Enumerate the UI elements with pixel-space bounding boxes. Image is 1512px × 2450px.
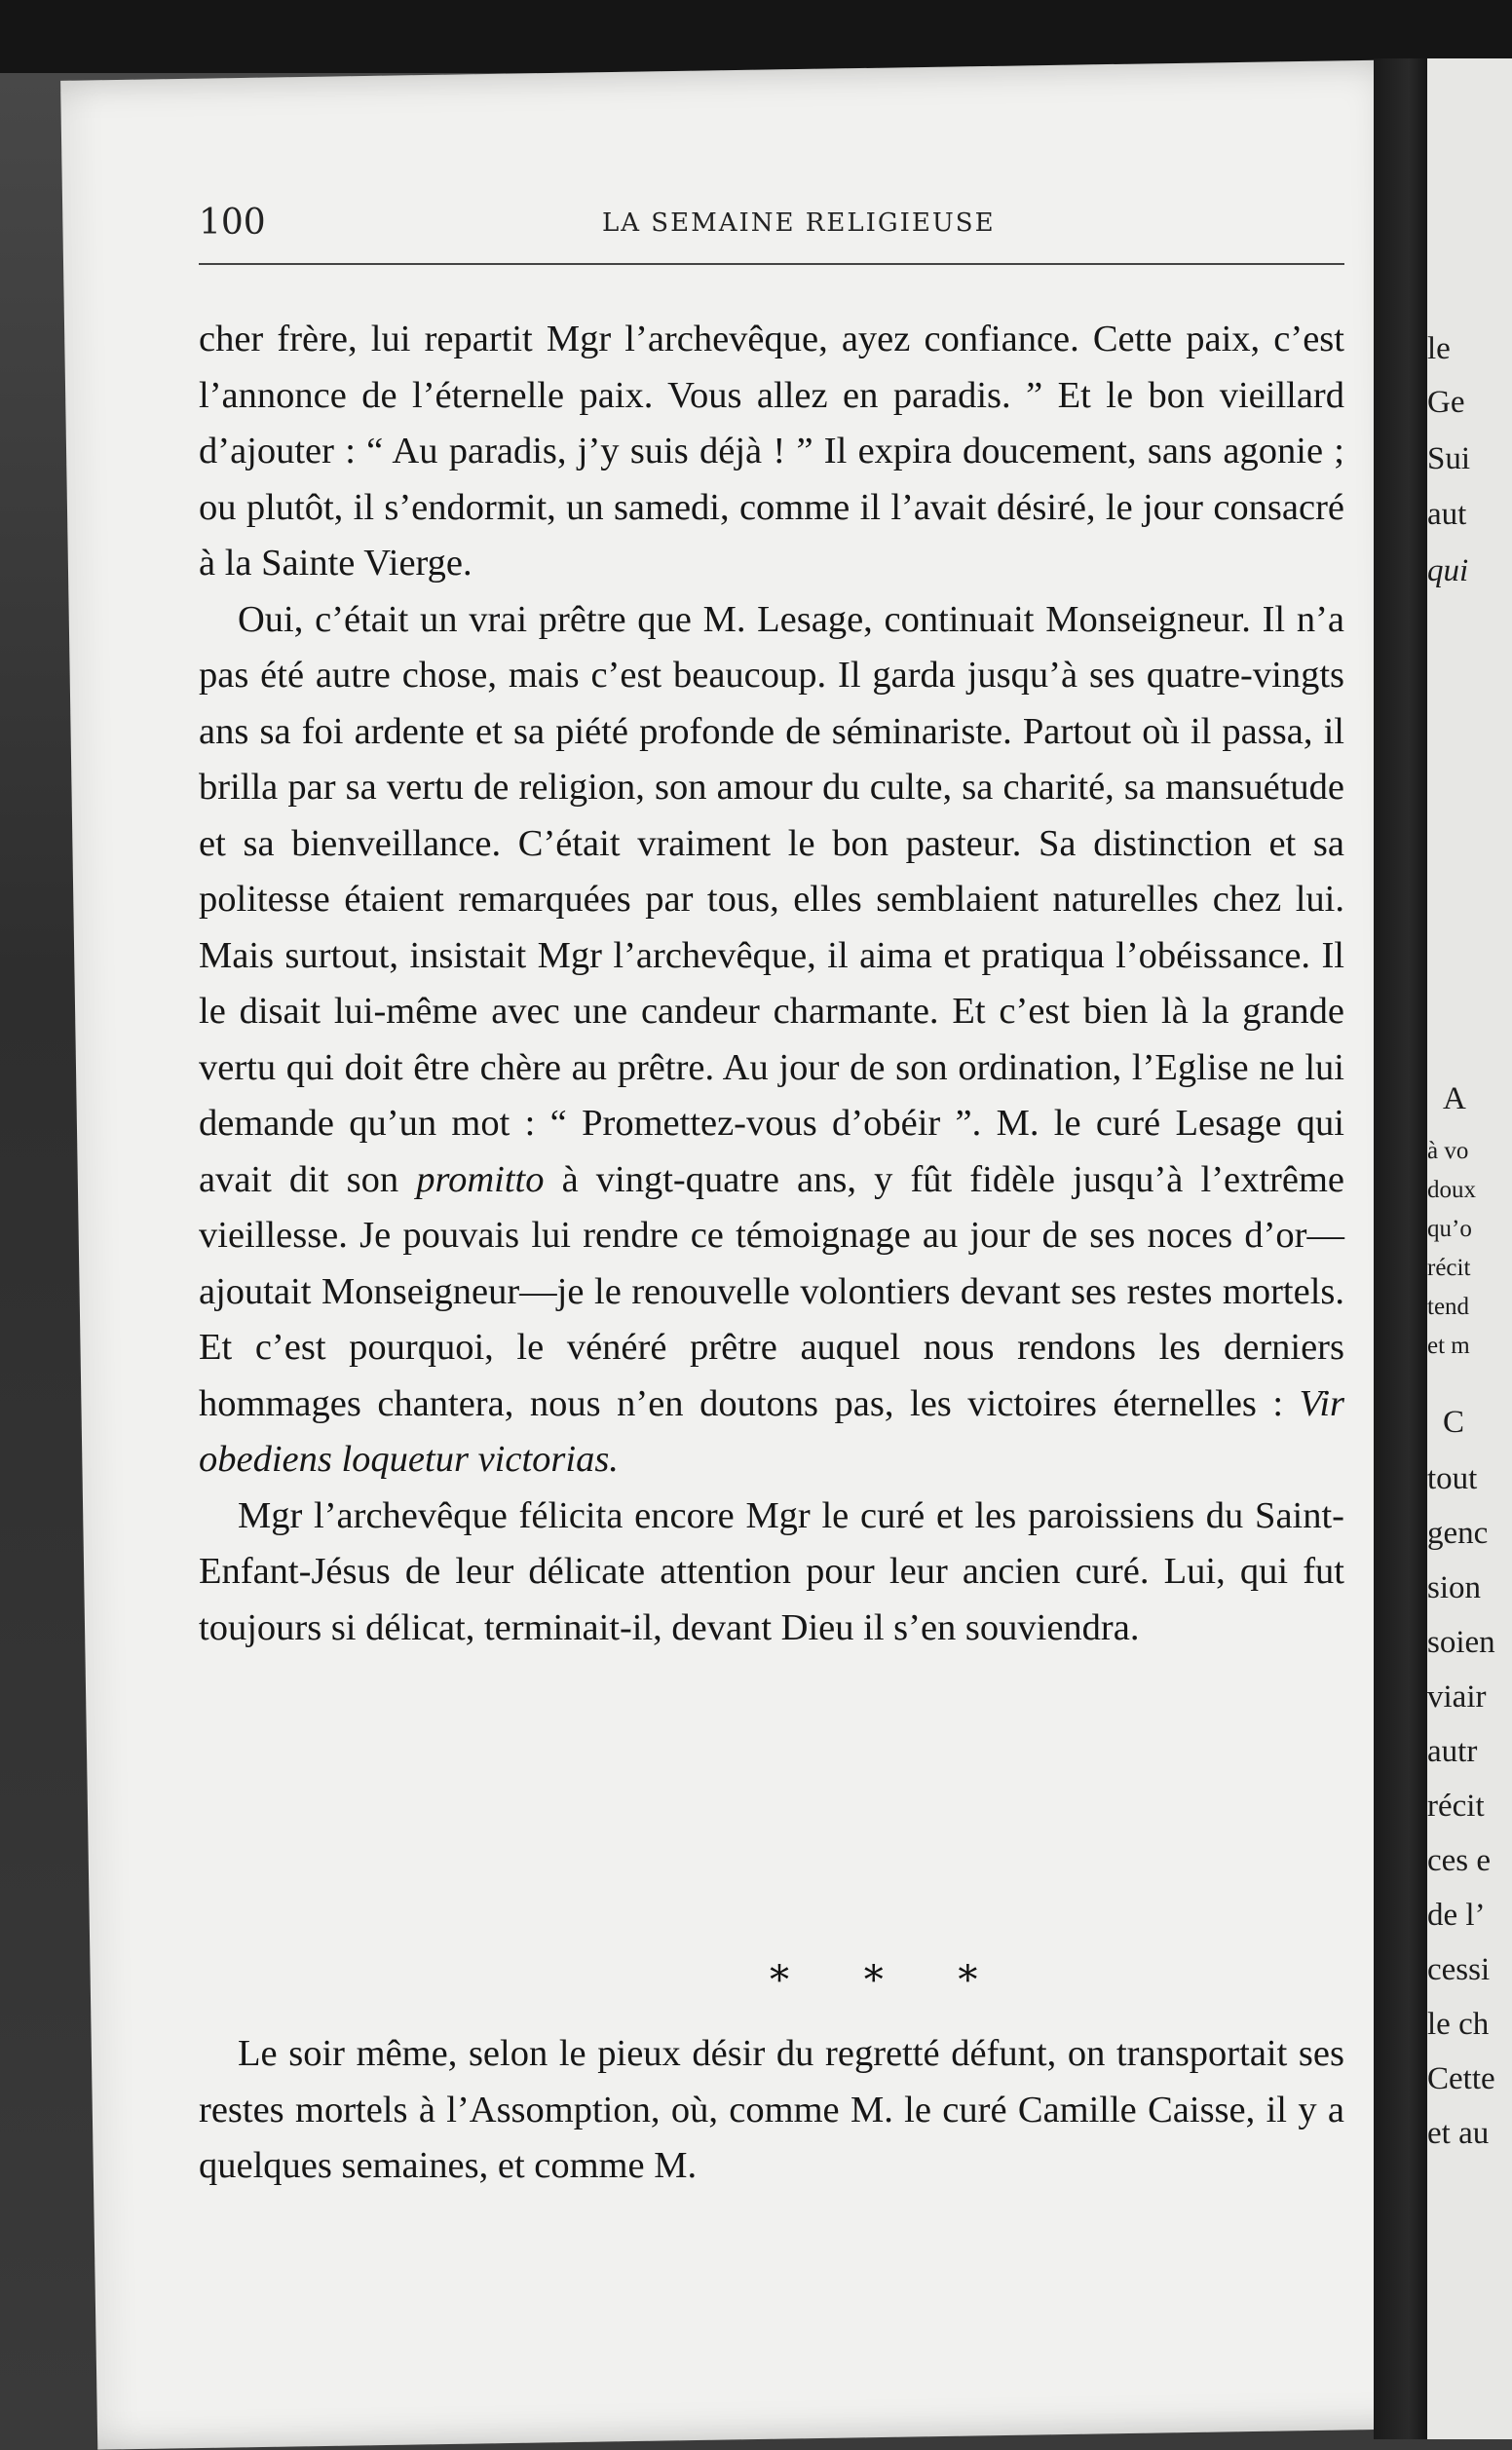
facing-line: soien (1427, 1625, 1495, 1660)
facing-line: qui (1427, 553, 1469, 588)
facing-line: autr (1427, 1734, 1478, 1769)
facing-line: sion (1427, 1570, 1482, 1605)
facing-line: le (1427, 331, 1451, 366)
facing-line: cessi (1427, 1952, 1491, 1987)
italic-promitto: promitto (416, 1158, 545, 1200)
facing-line: ces e (1427, 1843, 1492, 1878)
section-separator: * * * (770, 1958, 1009, 2003)
facing-line: aut (1427, 497, 1467, 532)
paragraph-3: Mgr l’archevêque félicita encore Mgr le curé et les paroissiens du Saint-Enfant-Jésus de leur délicate attention pour leur ancien curé. Lui, qui fut toujours si délicat, terminait-il, devant Dieu il s’en souviendra. (199, 1494, 1344, 1648)
page-number: 100 (199, 203, 266, 243)
page-header (199, 203, 1348, 261)
facing-line: genc (1427, 1516, 1489, 1551)
facing-line: à vo (1427, 1138, 1469, 1164)
latin-quote: Vir obediens loquetur victorias. (199, 1382, 1344, 1480)
facing-line: le ch (1427, 2007, 1490, 2042)
facing-line: Ge (1427, 385, 1465, 420)
facing-line: tout (1427, 1461, 1478, 1496)
facing-line: de l’ (1427, 1898, 1486, 1933)
facing-line: Cette (1427, 2061, 1495, 2096)
paragraph-2-text-b: à vingt-quatre ans, y fût fidèle jusqu’à l’extrême vieillesse. Je pouvais lui rendre ce témoignage au jour de ses noces d’or—ajoutait Monseigneur—je le renouvelle volontiers devant ses restes mortels. Et c’est pourquoi, le vénéré prêtre auquel nous rendons les derniers hommages chantera, nous n’en doutons pas, les victoires éternelles : (199, 1158, 1344, 1424)
facing-line: doux (1427, 1177, 1476, 1203)
facing-line: qu’o (1427, 1216, 1472, 1242)
book-gutter (1374, 58, 1432, 2439)
facing-line: tend (1427, 1294, 1470, 1320)
facing-line: A (1443, 1081, 1466, 1116)
facing-line: et au (1427, 2116, 1490, 2151)
body-text (199, 312, 1344, 1656)
paragraph-4: Le soir même, selon le pieux désir du regretté défunt, on transportait ses restes mortels à l’Assomption, où, comme M. le curé Camille Caisse, il y a quelques semaines, et comme M. (199, 2033, 1344, 2186)
facing-page-fragment (1427, 58, 1512, 2439)
facing-line: Sui (1427, 441, 1471, 476)
paragraph-1: cher frère, lui repartit Mgr l’archevêque, ayez confiance. Cette paix, c’est l’annonce de l’éternelle paix. Vous allez en paradis. ” Et le bon vieillard d’ajouter : “ Au paradis, j’y suis déjà ! ” Il expira doucement, sans agonie ; ou plutôt, il s’endormit, un samedi, comme il l’avait désiré, le jour consacré à la Sainte Vierge. (199, 319, 1344, 584)
facing-line: C (1443, 1405, 1465, 1440)
paragraph-2-text-a: Oui, c’était un vrai prêtre que M. Lesage, continuait Monseigneur. Il n’a pas été autre chose, mais c’est beaucoup. Il garda jusqu’à ses quatre-vingts ans sa foi ardente et sa piété profonde de séminariste. Partout où il passa, il brilla par sa vertu de religion, son amour du culte, sa charité, sa mansuétude et sa bienveillance. C’était vraiment le bon pasteur. Sa distinction et sa politesse étaient remarquées par tous, elles semblaient naturelles chez lui. Mais surtout, insistait Mgr l’archevêque, il aima et pratiqua l’obéissance. Il le disait lui-même avec une candeur charmante. Et c’est bien là la grande vertu qui doit être chère au prêtre. Au jour de son ordination, l’Eglise ne lui demande qu’un mot : “ Promettez-vous d’obéir ”. M. le curé Lesage qui avait dit son (199, 598, 1344, 1200)
final-paragraph (199, 2026, 1344, 2195)
facing-line: récit (1427, 1789, 1485, 1824)
facing-line: récit (1427, 1255, 1471, 1281)
running-head: LA SEMAINE RELIGIEUSE (602, 208, 996, 238)
facing-line: et m (1427, 1333, 1470, 1359)
facing-line: viair (1427, 1679, 1487, 1715)
paragraph-2 (199, 592, 1344, 1489)
header-rule (199, 263, 1344, 265)
